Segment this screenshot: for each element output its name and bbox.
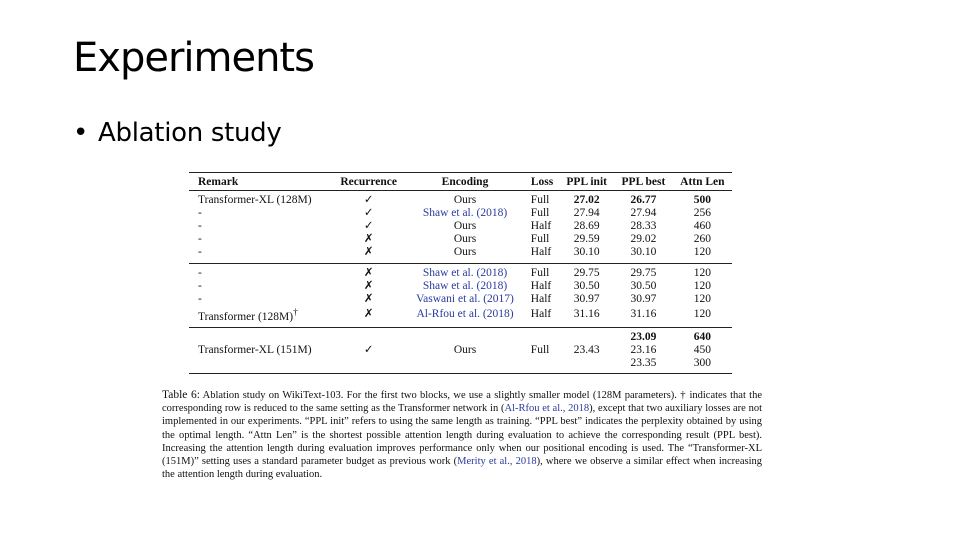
attn-len-value: 300	[693, 356, 711, 369]
cell-ppl-init: 30.50	[573, 280, 600, 292]
header-recurrence: Recurrence	[332, 173, 405, 191]
cell-ppl-best: 30.97	[630, 293, 657, 305]
cell-attn-len: 120	[693, 293, 711, 305]
cell-recurrence: ✓	[332, 327, 405, 373]
cell-recurrence: ✓	[363, 220, 374, 232]
cell-recurrence: ✗	[363, 280, 374, 292]
bullet-dot: •	[73, 118, 89, 148]
cell-remark: Transformer-XL (128M)	[198, 194, 312, 206]
cell-ppl-init: 29.59	[573, 233, 600, 245]
dagger-mark: †	[293, 307, 298, 318]
cell-loss: Full	[530, 207, 550, 219]
table-block-1	[189, 191, 732, 264]
cell-ppl-best-stack	[614, 327, 673, 373]
cell-remark: -	[189, 246, 332, 264]
table-row	[189, 306, 732, 327]
table-block-3	[189, 327, 732, 373]
cell-remark: -	[198, 233, 202, 245]
cell-recurrence: ✗	[363, 293, 374, 305]
cell-recurrence: ✗	[363, 233, 374, 245]
cell-encoding-citation[interactable]: Shaw et al. (2018)	[422, 207, 508, 219]
table-row	[189, 191, 732, 208]
cell-ppl-best: 29.02	[630, 233, 657, 245]
bullet-text: Ablation study	[98, 118, 282, 148]
cell-recurrence: ✗	[363, 267, 374, 279]
cell-loss: Full	[525, 327, 559, 373]
cell-encoding: Ours	[405, 246, 525, 264]
cell-recurrence: ✓	[363, 207, 374, 219]
cell-loss: Full	[530, 194, 550, 206]
table-row	[189, 207, 732, 220]
table-row	[189, 327, 732, 373]
cell-encoding: Ours	[453, 220, 477, 232]
cell-remark: -	[198, 267, 202, 279]
cell-remark: -	[198, 280, 202, 292]
table-row	[189, 246, 732, 264]
cell-attn-len: 500	[693, 194, 711, 206]
cell-encoding-citation[interactable]: Vaswani et al. (2017)	[416, 293, 514, 305]
cell-attn-len: 120	[673, 246, 732, 264]
table-row	[189, 264, 732, 281]
cell-encoding-citation[interactable]: Al-Rfou et al. (2018)	[405, 306, 525, 327]
cell-remark: Transformer-XL (151M)	[189, 327, 332, 373]
caption-text: Ablation study on WikiText-103. For the first two blocks, we use a slightly smaller model (128M parameters). † indicates that the corresponding row is reduced to the same setting as the Transformer network in (	[162, 390, 762, 415]
cell-ppl-best: 29.75	[630, 267, 657, 279]
attn-len-value: 450	[693, 343, 711, 356]
cell-loss: Half	[530, 293, 552, 305]
table-row	[189, 280, 732, 293]
header-ppl-best: PPL best	[614, 173, 673, 191]
header-remark: Remark	[189, 173, 332, 191]
cell-encoding: Ours	[453, 233, 477, 245]
cell-ppl-init: 28.69	[573, 220, 600, 232]
cell-loss: Half	[530, 280, 552, 292]
cell-ppl-best: 31.16	[614, 306, 673, 327]
header-ppl-init: PPL init	[559, 173, 614, 191]
cell-ppl-init: 30.97	[573, 293, 600, 305]
caption-citation-link[interactable]: Al-Rfou et al., 2018	[504, 403, 590, 415]
cell-ppl-init: 23.43	[559, 327, 614, 373]
header-encoding: Encoding	[405, 173, 525, 191]
ppl-best-value: 23.35	[630, 356, 657, 369]
cell-attn-len: 120	[693, 280, 711, 292]
attn-len-value: 640	[693, 330, 711, 343]
cell-loss: Half	[530, 220, 552, 232]
cell-attn-len: 120	[673, 306, 732, 327]
cell-ppl-best: 30.50	[630, 280, 657, 292]
caption-label: Table 6:	[162, 389, 200, 401]
cell-ppl-init: 30.10	[559, 246, 614, 264]
cell-ppl-best: 26.77	[630, 194, 657, 206]
cell-encoding: Ours	[405, 327, 525, 373]
remark-text: Transformer (128M)	[198, 310, 294, 323]
cell-attn-len: 260	[693, 233, 711, 245]
slide-title: Experiments	[73, 35, 314, 81]
cell-ppl-init: 27.02	[573, 194, 600, 206]
ablation-table	[189, 172, 732, 374]
header-loss: Loss	[525, 173, 559, 191]
cell-encoding-citation[interactable]: Shaw et al. (2018)	[422, 267, 508, 279]
table-row	[189, 233, 732, 246]
cell-ppl-best: 28.33	[630, 220, 657, 232]
cell-loss: Full	[530, 267, 550, 279]
table-row	[189, 293, 732, 306]
cell-ppl-best: 27.94	[630, 207, 657, 219]
cell-ppl-init: 31.16	[559, 306, 614, 327]
table-row	[189, 220, 732, 233]
table-caption	[162, 389, 762, 481]
cell-loss: Half	[525, 306, 559, 327]
cell-recurrence: ✓	[363, 194, 374, 206]
cell-ppl-init: 27.94	[573, 207, 600, 219]
cell-attn-len: 460	[693, 220, 711, 232]
cell-loss: Full	[530, 233, 550, 245]
cell-recurrence: ✗	[332, 306, 405, 327]
cell-remark: -	[198, 207, 202, 219]
table-block-2	[189, 264, 732, 328]
cell-attn-len: 120	[693, 267, 711, 279]
caption-text: ), except that two auxiliary losses are not implemented in our experiments. “PPL init” refers to using the same length as training. “PPL best” indicates the perplexity obtained by using the optimal length. “Attn Len” is the shortest possible attention length during evaluation to achieve the corresponding result (PPL best). Increasing the attention length during evaluation improves performance only when our positional encoding is used. The “Transformer-XL (151M)” setting uses a standard parameter budget as previous work (	[162, 403, 763, 468]
cell-recurrence: ✗	[332, 246, 405, 264]
header-attn-len: Attn Len	[673, 173, 732, 191]
cell-attn-len: 256	[693, 207, 711, 219]
cell-ppl-init: 29.75	[573, 267, 600, 279]
cell-ppl-best: 30.10	[614, 246, 673, 264]
cell-loss: Half	[525, 246, 559, 264]
ppl-best-value: 23.16	[630, 343, 657, 356]
cell-encoding-citation[interactable]: Shaw et al. (2018)	[422, 280, 508, 292]
cell-remark: -	[198, 293, 202, 305]
cell-encoding: Ours	[453, 194, 477, 206]
ppl-best-value: 23.09	[630, 330, 657, 343]
table-header-row	[189, 173, 732, 191]
cell-remark	[189, 306, 332, 327]
bullet-item	[73, 118, 281, 148]
cell-remark: -	[198, 220, 202, 232]
cell-attn-len-stack	[673, 327, 732, 373]
caption-citation-link[interactable]: Merity et al., 2018	[457, 456, 537, 468]
caption-text: ), where we observe a similar effect when increasing the attention length during evaluation.	[162, 456, 762, 481]
